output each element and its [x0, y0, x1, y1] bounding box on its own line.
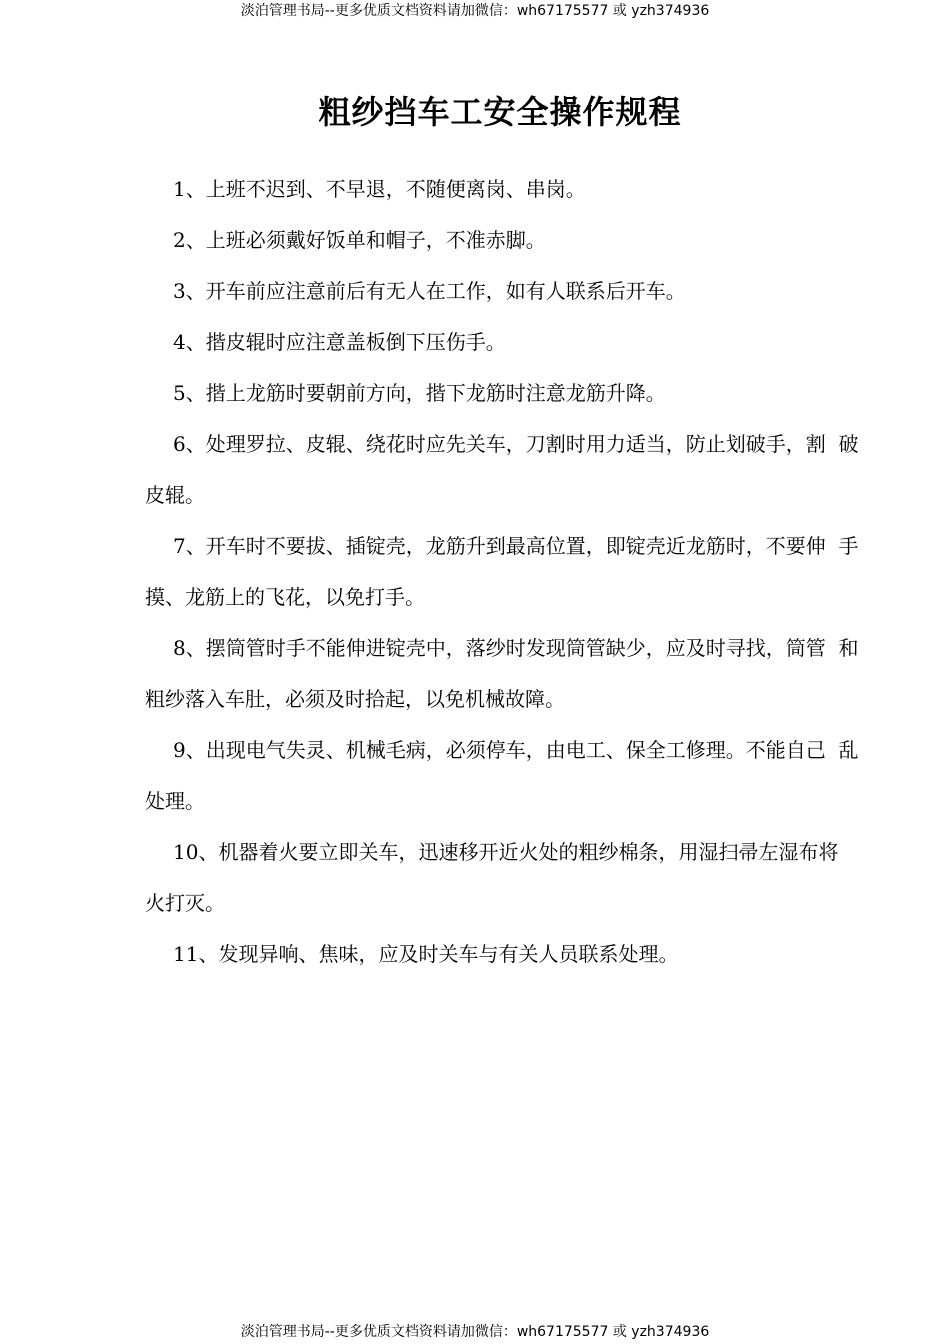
page-header: 淡泊管理书局--更多优质文档资料请加微信：wh67175577 或 yzh374936 — [240, 3, 710, 19]
rule-item-11: 11、发现异响、焦味，应及时关车与有关人员联系处理。 — [173, 942, 679, 966]
rule-item-5: 5、揩上龙筋时要朝前方向，揩下龙筋时注意龙筋升降。 — [173, 381, 666, 405]
rules-list — [145, 164, 870, 980]
rule-item-10: 10、机器着火要立即关车，迅速移开近火处的粗纱棉条，用湿扫帚左湿布将 火打灭。 — [145, 840, 852, 915]
document-title: 粗纱挡车工安全操作规程 — [318, 93, 682, 131]
rule-item-2: 2、上班必须戴好饭单和帽子，不准赤脚。 — [173, 228, 546, 252]
rule-item-8: 8、摆筒管时手不能伸进锭壳中，落纱时发现筒管缺少，应及时寻找，筒管 和粗纱落入车肚，必须及时拾起，以免机械故障。 — [145, 636, 859, 711]
page-footer: 淡泊管理书局--更多优质文档资料请加微信：wh67175577 或 yzh374936 — [240, 1324, 710, 1340]
rule-item-3: 3、开车前应注意前后有无人在工作，如有人联系后开车。 — [173, 279, 686, 303]
rule-item-1: 1、上班不迟到、不早退，不随便离岗、串岗。 — [173, 177, 586, 201]
rule-item-9: 9、出现电气失灵、机械毛病，必须停车，由电工、保全工修理。不能自己 乱处理。 — [145, 738, 859, 813]
rule-item-6: 6、处理罗拉、皮辊、绕花时应先关车，刀割时用力适当，防止划破手，割 破皮辊。 — [145, 432, 859, 507]
rule-item-7: 7、开车时不要拔、插锭壳，龙筋升到最高位置，即锭壳近龙筋时，不要伸 手摸、龙筋上的飞花，以免打手。 — [145, 534, 859, 609]
rule-item-4: 4、揩皮辊时应注意盖板倒下压伤手。 — [173, 330, 506, 354]
